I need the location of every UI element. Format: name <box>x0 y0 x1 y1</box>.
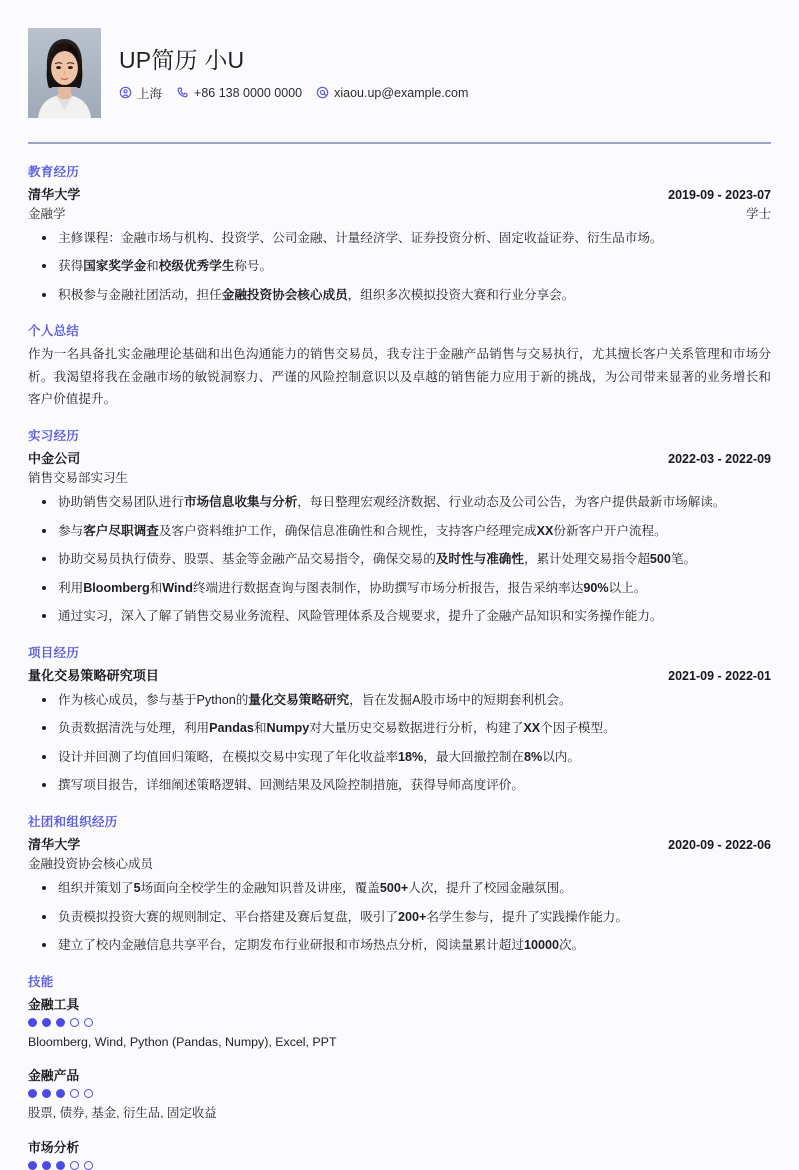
skill-dot-filled <box>28 1018 37 1027</box>
skill-dot-filled <box>56 1161 65 1170</box>
location-icon <box>119 86 132 99</box>
entry-header <box>28 448 771 467</box>
section-projects <box>28 643 771 796</box>
skill-name: 金融工具 <box>28 996 80 1012</box>
skill-dot-filled <box>42 1018 51 1027</box>
entry-organization: 清华大学 <box>28 186 81 202</box>
skill-dot-empty <box>70 1089 79 1098</box>
resume-header <box>28 28 771 142</box>
bullet-list <box>28 229 771 306</box>
entry-role: 销售交易部实习生 <box>28 471 129 486</box>
contact-location <box>119 84 162 102</box>
email-text: xiaou.up@example.com <box>334 85 469 100</box>
email-icon <box>316 86 329 99</box>
entry-organization: 中金公司 <box>28 451 81 467</box>
skill-dot-empty <box>70 1018 79 1027</box>
skill-name: 金融产品 <box>28 1068 80 1084</box>
location-text: 上海 <box>137 86 163 101</box>
entry-subheader <box>28 204 771 222</box>
skill-items: Bloomberg, Wind, Python (Pandas, Numpy), Excel, PPT <box>28 1034 337 1049</box>
bullet-item: 通过实习，深入了解了销售交易业务流程、风险管理体系及合规要求，提升了金融产品知识和实务操作能力。 <box>28 607 771 627</box>
header-divider <box>28 142 771 144</box>
entry-date: 2021-09 - 2022-01 <box>668 668 771 683</box>
section-skills <box>28 972 771 1170</box>
section-title-skills: 技能 <box>28 974 54 989</box>
skill-dot-filled <box>42 1089 51 1098</box>
entry-header <box>28 184 771 203</box>
skill-dot-filled <box>28 1161 37 1170</box>
bullet-item: 作为核心成员，参与基于Python的量化交易策略研究，旨在发掘A股市场中的短期套利机会。 <box>28 691 771 711</box>
section-education <box>28 162 771 306</box>
entry-degree: 学士 <box>745 206 771 221</box>
page-title: UP简历 小U <box>119 47 245 74</box>
bullet-item: 协助交易员执行债券、股票、基金等金融产品交易指令，确保交易的及时性与准确性，累计处理交易指令超500笔。 <box>28 550 771 570</box>
bullet-item: 建立了校内金融信息共享平台，定期发布行业研报和市场热点分析，阅读量累计超过10000次。 <box>28 936 771 956</box>
entry-subheader <box>28 854 771 872</box>
entry-organization: 清华大学 <box>28 837 81 852</box>
section-title-internship: 实习经历 <box>28 429 80 444</box>
bullet-item: 协助销售交易团队进行市场信息收集与分析，每日整理宏观经济数据、行业动态及公司公告，为客户提供最新市场解读。 <box>28 493 771 513</box>
bullet-item: 设计并回测了均值回归策略，在模拟交易中实现了年化收益率18%，最大回撤控制在8%以内。 <box>28 748 771 768</box>
bullet-item: 参与客户尽职调查及客户资料维护工作，确保信息准确性和合规性，支持客户经理完成XX份新客户开户流程。 <box>28 522 771 542</box>
bullet-item: 撰写项目报告，详细阐述策略逻辑、回测结果及风险控制措施，获得导师高度评价。 <box>28 776 771 796</box>
bullet-list <box>28 493 771 627</box>
skill-group <box>28 994 771 1052</box>
phone-text: +86 138 0000 0000 <box>194 85 303 100</box>
bullet-item: 组织并策划了5场面向全校学生的金融知识普及讲座，覆盖500+人次，提升了校园金融氛围。 <box>28 879 771 899</box>
bullet-list <box>28 879 771 956</box>
section-title-education: 教育经历 <box>28 164 80 179</box>
avatar <box>28 28 101 118</box>
skill-group-list <box>28 994 771 1170</box>
phone-icon <box>176 86 189 99</box>
section-title-summary: 个人总结 <box>28 324 80 339</box>
section-clubs <box>28 812 771 956</box>
skill-dot-filled <box>42 1161 51 1170</box>
entry-date: 2022-03 - 2022-09 <box>668 452 771 467</box>
bullet-item: 利用Bloomberg和Wind终端进行数据查询与图表制作，协助撰写市场分析报告，报告采纳率达90%以上。 <box>28 579 771 599</box>
identity-block <box>119 44 468 101</box>
section-internship <box>28 426 771 627</box>
skill-dot-empty <box>84 1161 93 1170</box>
skill-dot-filled <box>56 1018 65 1027</box>
contact-list <box>119 84 468 102</box>
entry-organization: 量化交易策略研究项目 <box>28 667 160 683</box>
skill-rating <box>28 1089 771 1098</box>
skill-name: 市场分析 <box>28 1139 80 1155</box>
section-title-clubs: 社团和组织经历 <box>28 815 118 829</box>
entry-role: 金融学 <box>28 206 66 221</box>
entry-date: 2020-09 - 2022-06 <box>668 838 771 852</box>
contact-email <box>316 86 468 100</box>
summary-paragraph: 作为一名具备扎实金融理论基础和出色沟通能力的销售交易员，我专注于金融产品销售与交易执行，尤其擅长客户关系管理和市场分析。我渴望将我在金融市场的敏锐洞察力、严谨的风险控制意识以及卓越的销售能力应用于新的挑战，为公司带来显著的业务增长和客户价值提升。 <box>28 347 771 406</box>
skill-group <box>28 1065 771 1123</box>
contact-phone <box>176 86 302 100</box>
skill-dot-filled <box>28 1089 37 1098</box>
skill-dot-empty <box>84 1089 93 1098</box>
bullet-item: 主修课程：金融市场与机构、投资学、公司金融、计量经济学、证券投资分析、固定收益证券、衍生品市场。 <box>28 229 771 249</box>
bullet-item: 负责模拟投资大赛的规则制定、平台搭建及赛后复盘，吸引了200+名学生参与，提升了实践操作能力。 <box>28 908 771 928</box>
skill-items: 股票, 债券, 基金, 衍生品, 固定收益 <box>28 1106 217 1121</box>
skill-group <box>28 1137 771 1170</box>
entry-subheader <box>28 468 771 486</box>
entry-header <box>28 834 771 853</box>
entry-role: 金融投资协会核心成员 <box>28 857 154 871</box>
skill-rating <box>28 1161 771 1170</box>
bullet-list <box>28 691 771 796</box>
skill-dot-empty <box>70 1161 79 1170</box>
bullet-item: 负责数据清洗与处理，利用Pandas和Numpy对大量历史交易数据进行分析，构建了XX个因子模型。 <box>28 719 771 739</box>
entry-header <box>28 665 771 684</box>
skill-dot-filled <box>56 1089 65 1098</box>
skill-dot-empty <box>84 1018 93 1027</box>
bullet-item: 获得国家奖学金和校级优秀学生称号。 <box>28 257 771 277</box>
skill-rating <box>28 1018 771 1027</box>
section-summary <box>28 321 771 410</box>
entry-date: 2019-09 - 2023-07 <box>668 187 771 202</box>
bullet-item: 积极参与金融社团活动，担任金融投资协会核心成员，组织多次模拟投资大赛和行业分享会。 <box>28 286 771 306</box>
section-title-projects: 项目经历 <box>28 645 80 660</box>
resume-body <box>28 162 771 956</box>
